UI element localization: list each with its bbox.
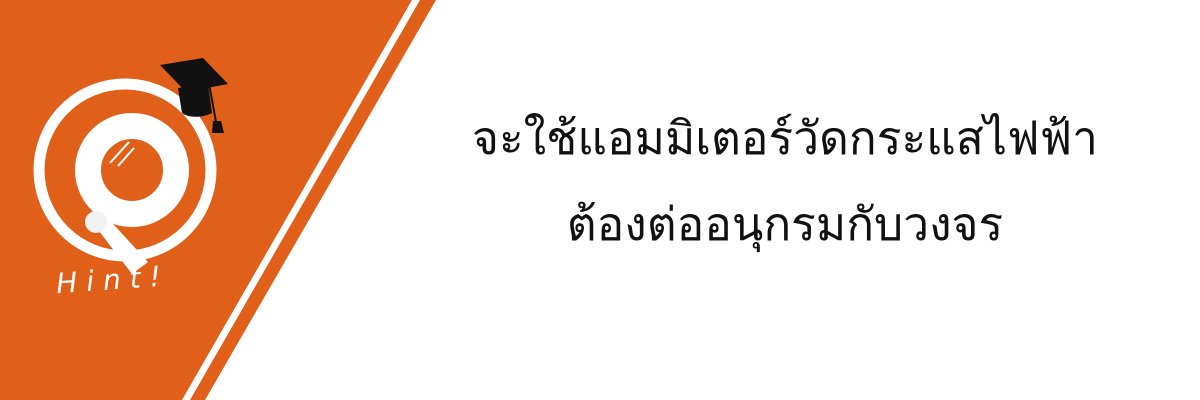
logo-word: Hint! xyxy=(55,259,171,301)
message-line-2: ต้องต่ออนุกรมกับวงจร xyxy=(566,197,1004,251)
hint-message xyxy=(405,111,1165,251)
handle-knob xyxy=(85,211,107,233)
message-line-1: จะใช้แอมมิเตอร์วัดกระแสไฟฟ้า xyxy=(472,111,1098,165)
lens-ring xyxy=(88,126,176,214)
hint-logo xyxy=(0,0,440,400)
